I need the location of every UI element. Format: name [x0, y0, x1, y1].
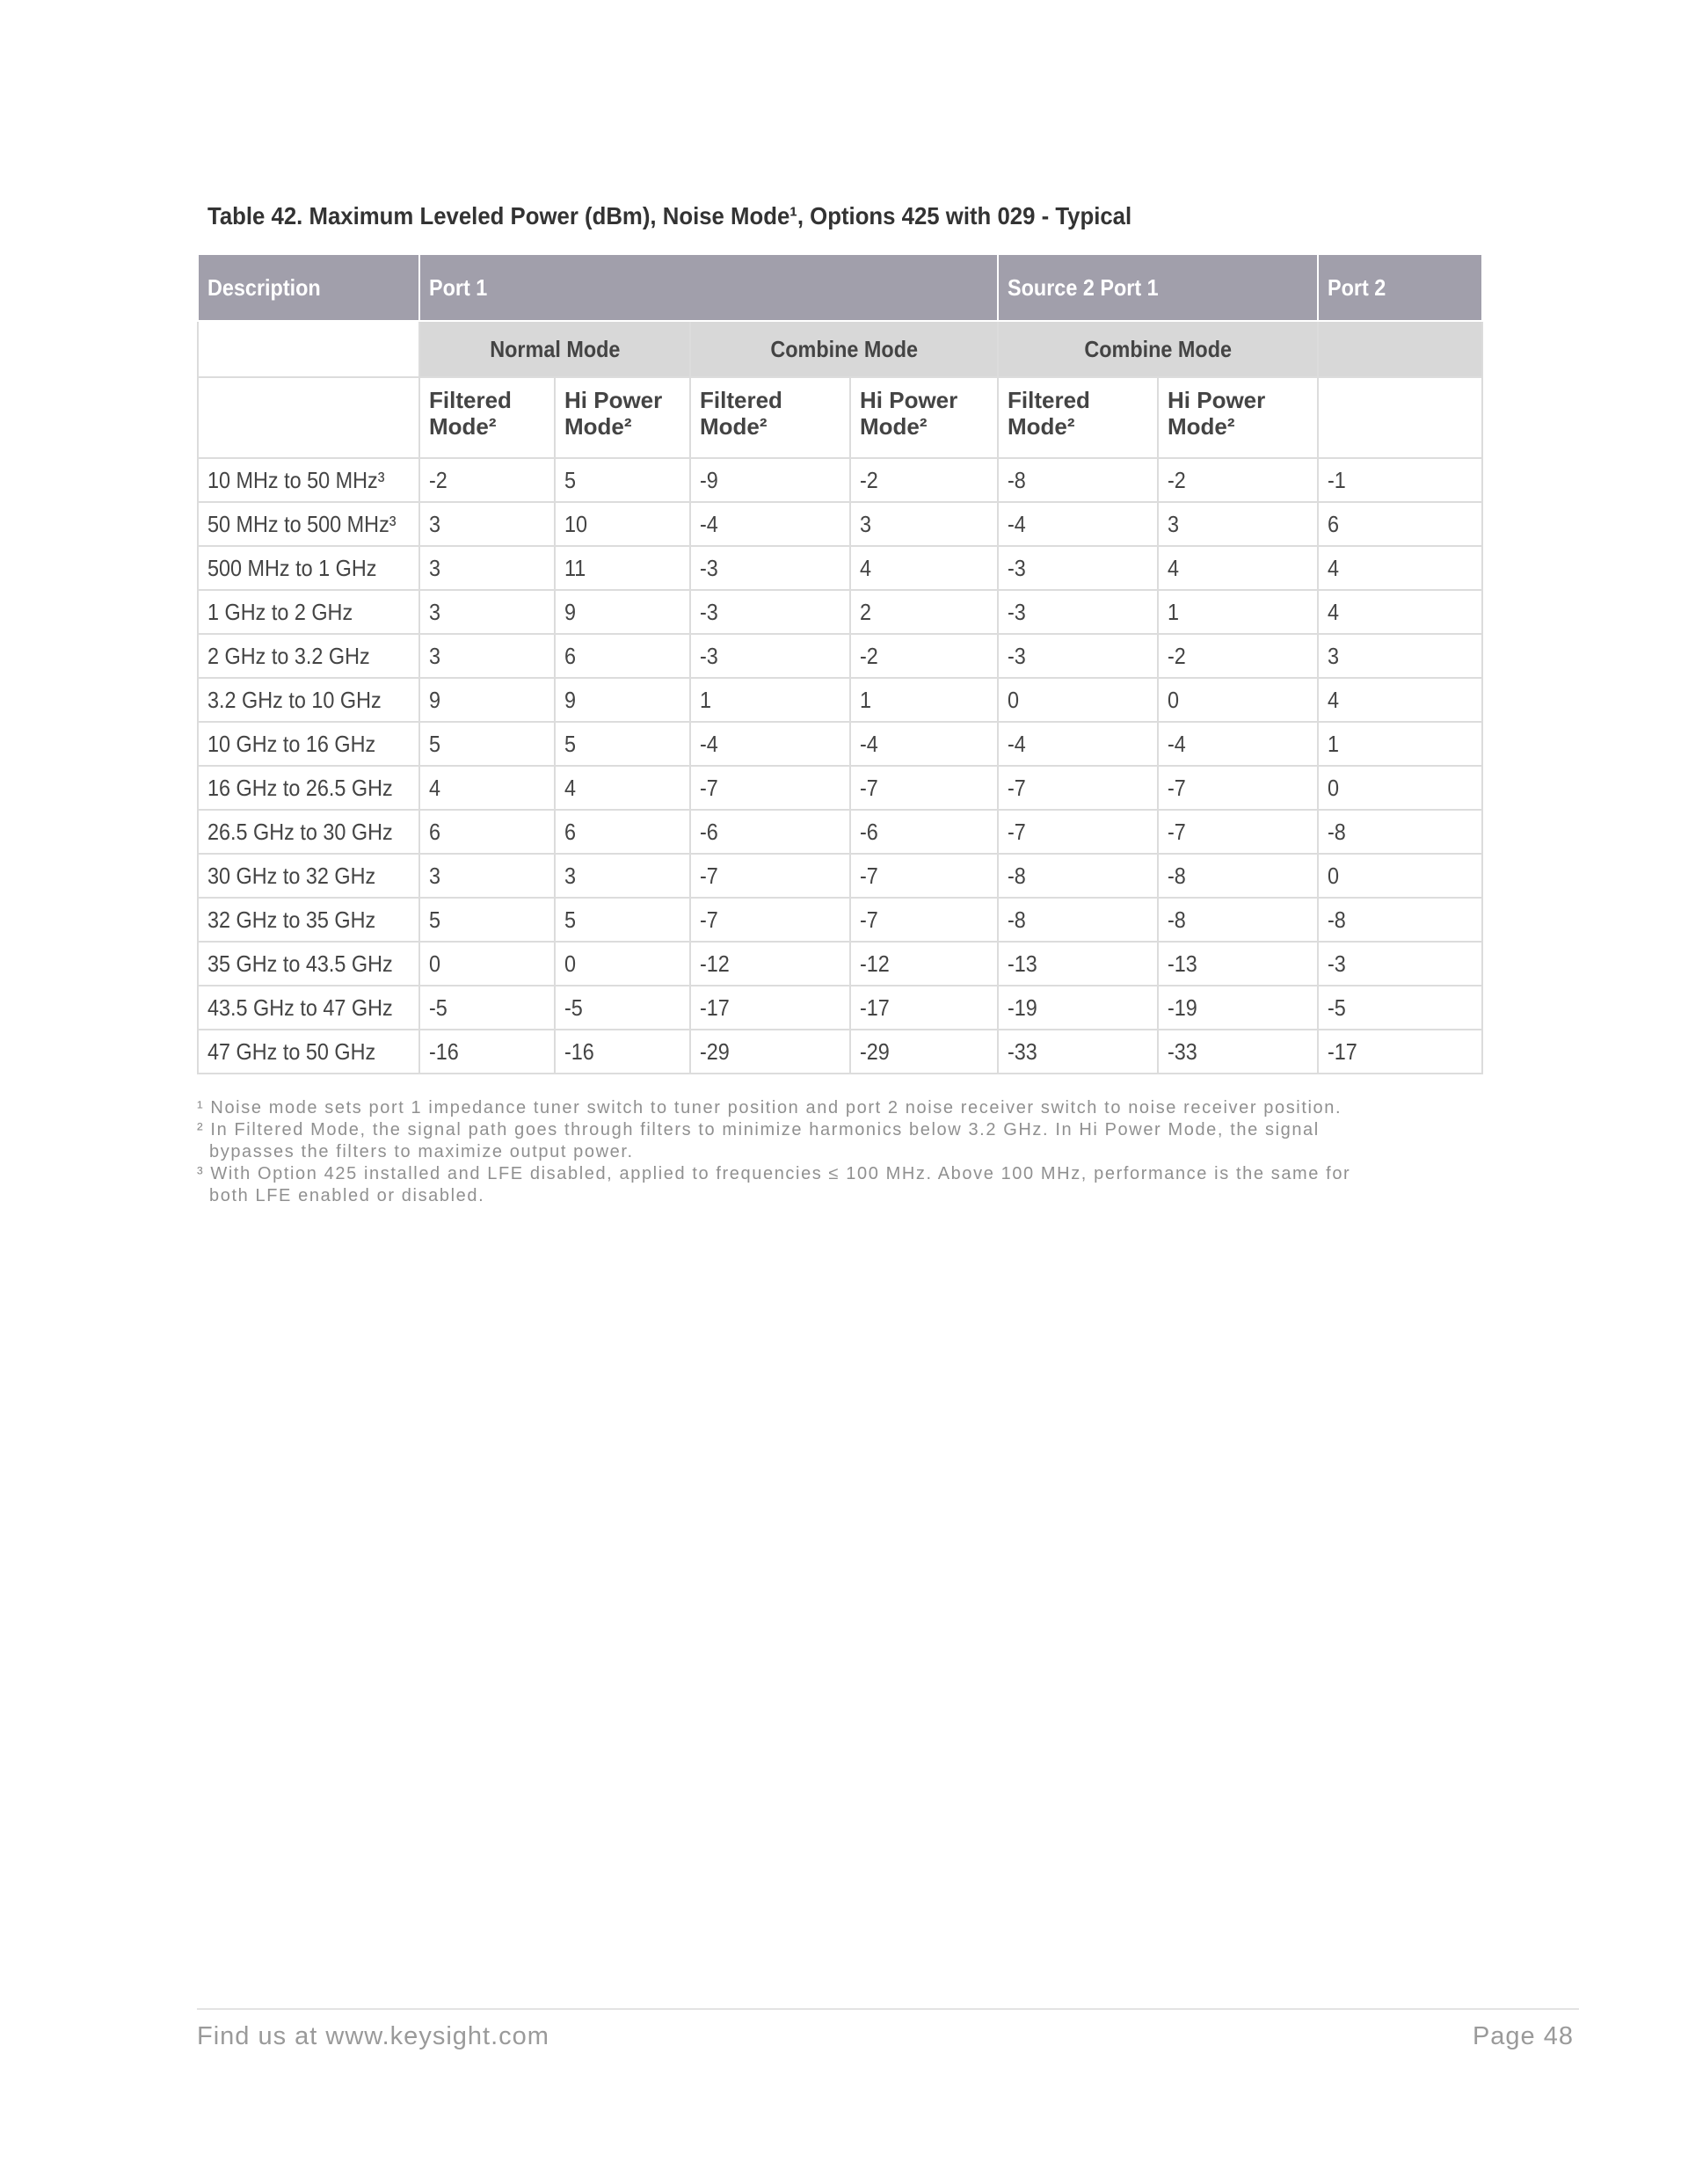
power-value-cell: 10 — [555, 502, 690, 546]
power-value-cell: 9 — [555, 678, 690, 722]
power-value-cell: -7 — [690, 898, 850, 942]
power-value-cell: -5 — [419, 986, 555, 1030]
header-hipower-mode: Hi Power Mode² — [850, 377, 998, 458]
table-row — [198, 766, 1482, 810]
header-row-modes — [198, 321, 1482, 377]
power-value-cell: 0 — [1318, 766, 1482, 810]
power-value-cell: -33 — [998, 1030, 1158, 1074]
power-value-cell: -7 — [690, 854, 850, 898]
power-value-cell: -8 — [998, 898, 1158, 942]
table-caption: Table 42. Maximum Leveled Power (dBm), Noise Mode¹, Options 425 with 029 - Typical — [207, 202, 1132, 229]
frequency-range-cell: 30 GHz to 32 GHz — [198, 854, 419, 898]
power-value-cell: -4 — [690, 502, 850, 546]
power-value-cell: 1 — [1318, 722, 1482, 766]
power-value-cell: -19 — [1158, 986, 1318, 1030]
power-value-cell: 0 — [998, 678, 1158, 722]
header-sub-blank — [198, 377, 419, 458]
frequency-range-cell: 1 GHz to 2 GHz — [198, 590, 419, 634]
power-value-cell: -17 — [1318, 1030, 1482, 1074]
power-value-cell: -17 — [690, 986, 850, 1030]
power-value-cell: -3 — [998, 590, 1158, 634]
header-hipower-mode: Hi Power Mode² — [555, 377, 690, 458]
header-modes-port2-blank — [1318, 321, 1482, 377]
header-source2-port1: Source 2 Port 1 — [998, 254, 1318, 321]
power-value-cell: -7 — [850, 854, 998, 898]
power-value-cell: -19 — [998, 986, 1158, 1030]
power-value-cell: -29 — [690, 1030, 850, 1074]
power-value-cell: -3 — [998, 634, 1158, 678]
table-row — [198, 986, 1482, 1030]
power-value-cell: -12 — [850, 942, 998, 986]
header-filtered-mode: Filtered Mode² — [419, 377, 555, 458]
power-value-cell: -8 — [1158, 898, 1318, 942]
power-value-cell: -8 — [998, 458, 1158, 502]
power-value-cell: 6 — [555, 634, 690, 678]
footer-website: Find us at www.keysight.com — [197, 2022, 549, 2050]
table-row — [198, 854, 1482, 898]
table-row — [198, 810, 1482, 854]
power-value-cell: -4 — [850, 722, 998, 766]
power-value-cell: -16 — [419, 1030, 555, 1074]
header-normal-mode: Normal Mode — [419, 321, 690, 377]
power-value-cell: 3 — [419, 502, 555, 546]
footnote-1: ¹ Noise mode sets port 1 impedance tuner switch to tuner position and port 2 noise receiver switch to noise receiver position. — [197, 1098, 1342, 1117]
power-value-cell: -4 — [998, 502, 1158, 546]
power-value-cell: -5 — [555, 986, 690, 1030]
power-value-cell: -7 — [690, 766, 850, 810]
header-port1: Port 1 — [419, 254, 998, 321]
power-value-cell: 3 — [419, 854, 555, 898]
power-value-cell: -6 — [850, 810, 998, 854]
power-value-cell: -8 — [1158, 854, 1318, 898]
header-port2: Port 2 — [1318, 254, 1482, 321]
header-filtered-mode: Filtered Mode² — [998, 377, 1158, 458]
power-value-cell: 4 — [850, 546, 998, 590]
footer-divider — [197, 2008, 1579, 2010]
power-value-cell: -13 — [998, 942, 1158, 986]
header-row-sub — [198, 377, 1482, 458]
power-value-cell: -16 — [555, 1030, 690, 1074]
frequency-range-cell: 2 GHz to 3.2 GHz — [198, 634, 419, 678]
power-value-cell: -12 — [690, 942, 850, 986]
power-value-cell: 2 — [850, 590, 998, 634]
header-hipower-mode: Hi Power Mode² — [1158, 377, 1318, 458]
power-value-cell: 3 — [850, 502, 998, 546]
power-value-cell: -3 — [690, 590, 850, 634]
frequency-range-cell: 500 MHz to 1 GHz — [198, 546, 419, 590]
power-value-cell: -6 — [690, 810, 850, 854]
power-value-cell: -2 — [850, 634, 998, 678]
power-value-cell: 3 — [1318, 634, 1482, 678]
power-value-cell: -3 — [690, 546, 850, 590]
power-value-cell: 0 — [555, 942, 690, 986]
footnote-3: ³ With Option 425 installed and LFE disabled, applied to frequencies ≤ 100 MHz. Above 100 MHz, performance is the same for both LFE enabled or disabled. — [197, 1164, 1351, 1205]
power-value-cell: 4 — [419, 766, 555, 810]
frequency-range-cell: 47 GHz to 50 GHz — [198, 1030, 419, 1074]
power-value-cell: -4 — [998, 722, 1158, 766]
power-value-cell: -1 — [1318, 458, 1482, 502]
power-value-cell: -5 — [1318, 986, 1482, 1030]
power-value-cell: 6 — [555, 810, 690, 854]
power-value-cell: -7 — [1158, 810, 1318, 854]
power-value-cell: -4 — [1158, 722, 1318, 766]
power-value-cell: -7 — [998, 766, 1158, 810]
footnote-2: ² In Filtered Mode, the signal path goes through filters to minimize harmonics below 3.2 GHz. In Hi Power Mode, the signal bypasses the filters to maximize output power. — [197, 1120, 1320, 1161]
power-value-cell: -13 — [1158, 942, 1318, 986]
power-value-cell: 3 — [419, 590, 555, 634]
power-value-cell: -7 — [1158, 766, 1318, 810]
power-value-cell: 5 — [419, 898, 555, 942]
power-value-cell: 5 — [555, 458, 690, 502]
power-value-cell: -8 — [1318, 810, 1482, 854]
header-row-top — [198, 254, 1482, 321]
table-row — [198, 634, 1482, 678]
power-value-cell: 4 — [1318, 546, 1482, 590]
table-row — [198, 942, 1482, 986]
header-filtered-mode: Filtered Mode² — [690, 377, 850, 458]
table-row — [198, 546, 1482, 590]
power-value-cell: -2 — [850, 458, 998, 502]
power-value-cell: 5 — [555, 898, 690, 942]
frequency-range-cell: 10 GHz to 16 GHz — [198, 722, 419, 766]
power-value-cell: 1 — [1158, 590, 1318, 634]
frequency-range-cell: 43.5 GHz to 47 GHz — [198, 986, 419, 1030]
power-value-cell: -7 — [850, 766, 998, 810]
power-value-cell: -7 — [850, 898, 998, 942]
table-row — [198, 898, 1482, 942]
power-value-cell: 9 — [419, 678, 555, 722]
frequency-range-cell: 32 GHz to 35 GHz — [198, 898, 419, 942]
power-value-cell: 3 — [419, 546, 555, 590]
power-table — [197, 253, 1483, 1074]
power-value-cell: 1 — [690, 678, 850, 722]
power-value-cell: 0 — [1158, 678, 1318, 722]
power-value-cell: 4 — [555, 766, 690, 810]
power-value-cell: 4 — [1318, 590, 1482, 634]
power-value-cell: -7 — [998, 810, 1158, 854]
header-modes-blank — [198, 321, 419, 377]
footer-page-number: Page 48 — [1472, 2022, 1574, 2050]
power-value-cell: -9 — [690, 458, 850, 502]
power-value-cell: -2 — [419, 458, 555, 502]
table-row — [198, 1030, 1482, 1074]
power-value-cell: -29 — [850, 1030, 998, 1074]
power-value-cell: -17 — [850, 986, 998, 1030]
frequency-range-cell: 50 MHz to 500 MHz³ — [198, 502, 419, 546]
power-value-cell: 3 — [555, 854, 690, 898]
power-value-cell: -2 — [1158, 634, 1318, 678]
power-value-cell: 4 — [1318, 678, 1482, 722]
power-value-cell: -8 — [998, 854, 1158, 898]
header-description: Description — [198, 254, 419, 321]
power-value-cell: -4 — [690, 722, 850, 766]
power-value-cell: 6 — [419, 810, 555, 854]
power-value-cell: -8 — [1318, 898, 1482, 942]
header-sub-port2-blank — [1318, 377, 1482, 458]
table-row — [198, 590, 1482, 634]
table-row — [198, 458, 1482, 502]
footnotes — [197, 1097, 1375, 1207]
power-value-cell: 1 — [850, 678, 998, 722]
table-row — [198, 502, 1482, 546]
power-value-cell: 5 — [419, 722, 555, 766]
power-value-cell: 4 — [1158, 546, 1318, 590]
table-row — [198, 678, 1482, 722]
power-value-cell: 9 — [555, 590, 690, 634]
power-value-cell: -33 — [1158, 1030, 1318, 1074]
power-value-cell: -3 — [690, 634, 850, 678]
header-combine-mode-port1: Combine Mode — [690, 321, 998, 377]
power-value-cell: -3 — [998, 546, 1158, 590]
frequency-range-cell: 10 MHz to 50 MHz³ — [198, 458, 419, 502]
power-value-cell: -2 — [1158, 458, 1318, 502]
frequency-range-cell: 35 GHz to 43.5 GHz — [198, 942, 419, 986]
table-body — [198, 458, 1482, 1074]
power-value-cell: 0 — [1318, 854, 1482, 898]
power-value-cell: 3 — [419, 634, 555, 678]
power-value-cell: -3 — [1318, 942, 1482, 986]
power-value-cell: 5 — [555, 722, 690, 766]
frequency-range-cell: 16 GHz to 26.5 GHz — [198, 766, 419, 810]
header-combine-mode-source2: Combine Mode — [998, 321, 1318, 377]
power-value-cell: 3 — [1158, 502, 1318, 546]
page-content — [197, 202, 1481, 1207]
frequency-range-cell: 3.2 GHz to 10 GHz — [198, 678, 419, 722]
table-row — [198, 722, 1482, 766]
frequency-range-cell: 26.5 GHz to 30 GHz — [198, 810, 419, 854]
power-value-cell: 0 — [419, 942, 555, 986]
power-value-cell: 6 — [1318, 502, 1482, 546]
power-value-cell: 11 — [555, 546, 690, 590]
